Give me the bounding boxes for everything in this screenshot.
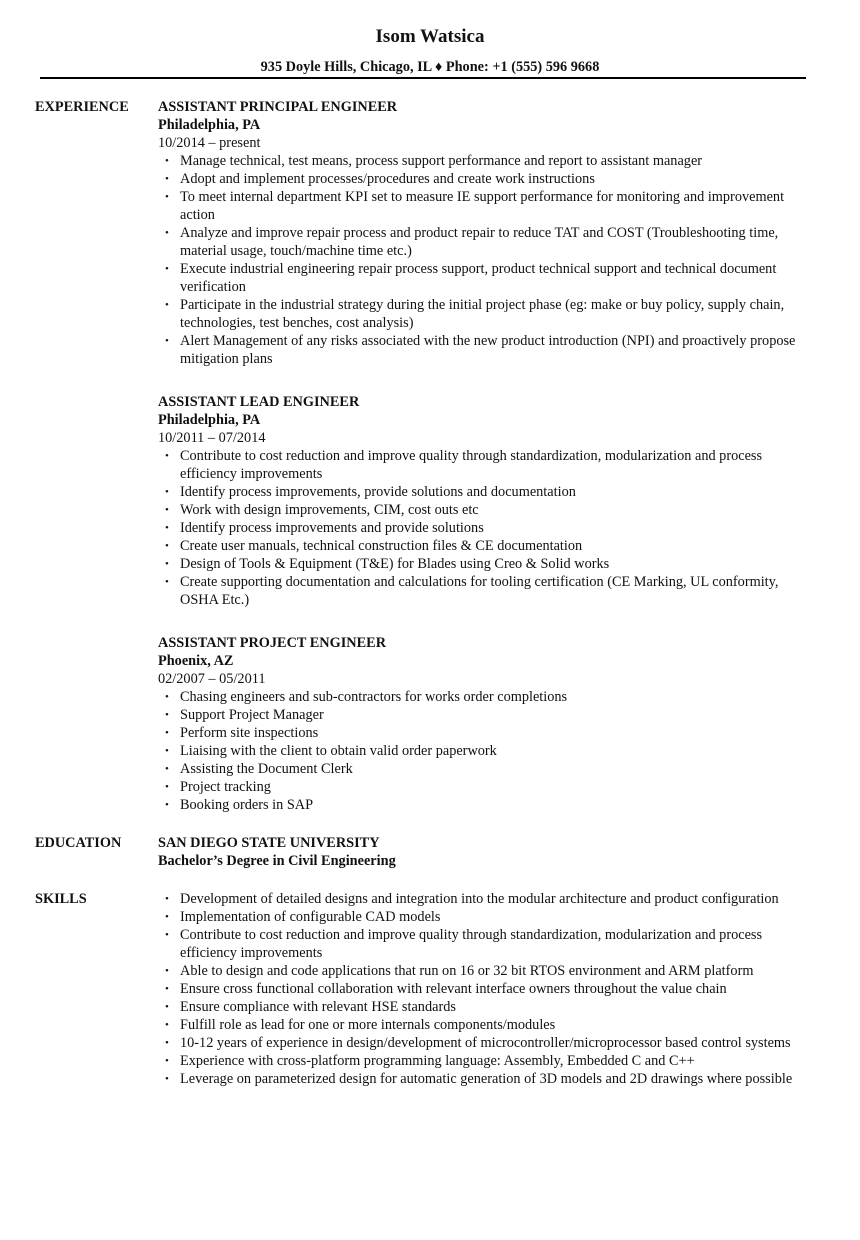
contact-line: 935 Doyle Hills, Chicago, IL ♦ Phone: +1 (555) 596 9668 [260, 59, 600, 75]
skill-item: • Able to design and code applications that run on 16 or 32 bit RTOS environment and ARM platform [180, 962, 813, 980]
skill-item: • Contribute to cost reduction and improve quality through standardization, modularization and process efficiency improvements [180, 926, 813, 962]
job-location: Philadelphia, PA [158, 412, 261, 428]
skill-item: • Implementation of configurable CAD models [180, 908, 813, 926]
job-location: Phoenix, AZ [158, 653, 234, 669]
section-label-skills: SKILLS [35, 891, 87, 907]
bullet-item: • Booking orders in SAP [180, 796, 813, 814]
job-bullets [158, 688, 813, 814]
bullet-item: • Manage technical, test means, process support performance and report to assistant manager [180, 152, 813, 170]
job-location: Philadelphia, PA [158, 117, 261, 133]
bullet-item: • Identify process improvements, provide solutions and documentation [180, 483, 813, 501]
job-title: ASSISTANT LEAD ENGINEER [158, 394, 360, 410]
bullet-item: • Execute industrial engineering repair process support, product technical support and technical document verification [180, 260, 813, 296]
bullet-item: • Alert Management of any risks associated with the new product introduction (NPI) and proactively propose mitigation plans [180, 332, 813, 368]
header-divider [40, 77, 806, 79]
bullet-item: • Project tracking [180, 778, 813, 796]
bullet-item: • Perform site inspections [180, 724, 813, 742]
bullet-item: • Adopt and implement processes/procedures and create work instructions [180, 170, 813, 188]
jobs-list [158, 98, 813, 839]
degree: Bachelor’s Degree in Civil Engineering [158, 853, 396, 869]
skill-item: • Leverage on parameterized design for automatic generation of 3D models and 2D drawings where possible [180, 1070, 813, 1088]
skill-item: • 10-12 years of experience in design/development of microcontroller/microprocessor based control systems [180, 1034, 813, 1052]
job-entry [158, 634, 813, 814]
bullet-item: • Chasing engineers and sub-contractors for works order completions [180, 688, 813, 706]
resume-name: Isom Watsica [375, 26, 485, 47]
education-entry [158, 834, 813, 870]
bullet-item: • To meet internal department KPI set to measure IE support performance for monitoring and improvement action [180, 188, 813, 224]
skills-entry [158, 890, 813, 1088]
bullet-item: • Design of Tools & Equipment (T&E) for Blades using Creo & Solid works [180, 555, 813, 573]
skills-list [158, 890, 813, 1088]
skill-item: • Experience with cross-platform programming language: Assembly, Embedded C and C++ [180, 1052, 813, 1070]
skill-item: • Fulfill role as lead for one or more internals components/modules [180, 1016, 813, 1034]
job-bullets [158, 447, 813, 609]
job-dates: 10/2011 – 07/2014 [158, 430, 266, 446]
bullet-item: • Create supporting documentation and calculations for tooling certification (CE Marking, UL conformity, OSHA Etc.) [180, 573, 813, 609]
skill-item: • Development of detailed designs and integration into the modular architecture and product configuration [180, 890, 813, 908]
section-label-experience: EXPERIENCE [35, 99, 129, 115]
section-label-education: EDUCATION [35, 835, 122, 851]
bullet-item: • Contribute to cost reduction and improve quality through standardization, modularization and process efficiency improvements [180, 447, 813, 483]
bullet-item: • Work with design improvements, CIM, cost outs etc [180, 501, 813, 519]
job-bullets [158, 152, 813, 368]
job-title: ASSISTANT PRINCIPAL ENGINEER [158, 99, 398, 115]
bullet-item: • Analyze and improve repair process and product repair to reduce TAT and COST (Troubleshooting time, material usage, touch/machine time etc.) [180, 224, 813, 260]
bullet-item: • Create user manuals, technical construction files & CE documentation [180, 537, 813, 555]
school-name: SAN DIEGO STATE UNIVERSITY [158, 835, 380, 851]
job-entry [158, 98, 813, 368]
bullet-item: • Identify process improvements and provide solutions [180, 519, 813, 537]
job-dates: 10/2014 – present [158, 135, 261, 151]
job-title: ASSISTANT PROJECT ENGINEER [158, 635, 387, 651]
bullet-item: • Participate in the industrial strategy during the initial project phase (eg: make or buy policy, supply chain, technologies, test benches, cost analysis) [180, 296, 813, 332]
skill-item: • Ensure compliance with relevant HSE standards [180, 998, 813, 1016]
job-entry [158, 393, 813, 609]
bullet-item: • Support Project Manager [180, 706, 813, 724]
job-dates: 02/2007 – 05/2011 [158, 671, 266, 687]
bullet-item: • Liaising with the client to obtain valid order paperwork [180, 742, 813, 760]
bullet-item: • Assisting the Document Clerk [180, 760, 813, 778]
skill-item: • Ensure cross functional collaboration with relevant interface owners throughout the value chain [180, 980, 813, 998]
